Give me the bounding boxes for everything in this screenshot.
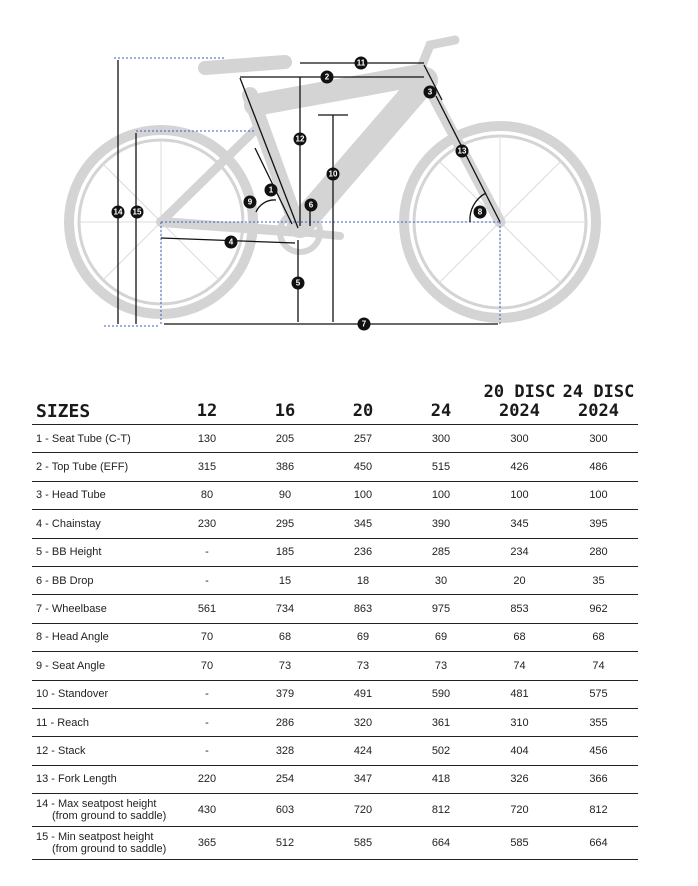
table-cell: 30 [402,566,480,594]
table-cell: 491 [324,680,402,708]
marker-5 [292,277,305,290]
table-row [32,510,638,538]
table-cell: 100 [480,481,559,509]
svg-text:9: 9 [247,197,253,207]
svg-text:14: 14 [113,207,123,217]
table-header-row [32,372,638,425]
svg-text:2: 2 [324,72,330,82]
size-column-year: 2024 [578,401,619,421]
row-label-text: 8 - Head Angle [36,631,109,644]
table-cell: 70 [168,623,246,651]
row-label [32,794,168,827]
table-cell: 73 [246,652,324,680]
row-label [32,538,168,566]
table-row [32,737,638,765]
row-label [32,425,168,453]
table-cell: 585 [480,827,559,860]
table-row [32,595,638,623]
handlebar-stem [420,40,455,70]
table-cell: 863 [324,595,402,623]
table-cell: 975 [402,595,480,623]
svg-text:1: 1 [268,185,274,195]
row-label [32,510,168,538]
size-column-label: 16 [274,401,296,421]
marker-12 [294,133,307,146]
table-cell: 280 [559,538,638,566]
table-cell: 962 [559,595,638,623]
svg-text:5: 5 [295,278,301,288]
marker-15 [131,206,144,219]
table-cell: - [168,538,246,566]
table-cell: 320 [324,708,402,736]
table-cell: 257 [324,425,402,453]
table-cell: 35 [559,566,638,594]
svg-text:6: 6 [308,200,314,210]
row-label [32,680,168,708]
table-cell: 404 [480,737,559,765]
size-column-header [168,372,246,425]
marker-10 [327,168,340,181]
row-label-text: 5 - BB Height [36,546,102,559]
table-cell: 254 [246,765,324,793]
svg-text:3: 3 [427,87,433,97]
row-label-text: 6 - BB Drop [36,574,94,587]
table-cell: 100 [324,481,402,509]
table-cell: 361 [402,708,480,736]
size-column-label: 12 [196,401,218,421]
table-cell: 100 [402,481,480,509]
table-cell: 285 [402,538,480,566]
bike-geometry-diagram [0,0,698,345]
marker-9 [244,196,257,209]
table-cell: - [168,708,246,736]
table-cell: 300 [559,425,638,453]
table-row [32,425,638,453]
table-cell: 603 [246,794,324,827]
size-column-header [246,372,324,425]
row-label-text: 10 - Standover [36,688,109,701]
svg-text:4: 4 [228,237,234,247]
table-cell: 73 [324,652,402,680]
svg-text:8: 8 [477,207,483,217]
table-cell: 220 [168,765,246,793]
table-cell: 205 [246,425,324,453]
row-label [32,566,168,594]
marker-7 [358,318,371,331]
table-cell: 561 [168,595,246,623]
table-cell: 590 [402,680,480,708]
table-cell: 68 [480,623,559,651]
table-cell: 74 [480,652,559,680]
svg-text:13: 13 [457,146,467,156]
table-cell: 100 [559,481,638,509]
table-cell: 664 [402,827,480,860]
table-cell: 74 [559,652,638,680]
table-cell: 345 [480,510,559,538]
row-label [32,623,168,651]
table-cell: 575 [559,680,638,708]
table-row [32,827,638,860]
size-column-header [559,372,638,425]
table-row [32,566,638,594]
table-cell: 73 [402,652,480,680]
row-label-subtext: (from ground to saddle) [52,810,167,823]
table-row [32,652,638,680]
size-column-year: 2024 [499,401,540,421]
table-cell: 515 [402,453,480,481]
size-column-header [480,372,559,425]
svg-text:15: 15 [132,207,142,217]
size-column-header [402,372,480,425]
fork-line [436,96,500,222]
svg-text:10: 10 [328,169,338,179]
table-cell: 185 [246,538,324,566]
row-label-text: 12 - Stack [36,744,86,757]
row-label-text: 13 - Fork Length [36,773,117,786]
table-cell: 15 [246,566,324,594]
marker-11 [355,57,368,70]
row-label-text: 4 - Chainstay [36,517,101,530]
marker-2 [321,71,334,84]
marker-13 [456,145,469,158]
table-cell: 130 [168,425,246,453]
table-cell: 426 [480,453,559,481]
table-cell: 68 [559,623,638,651]
row-label-text: 15 - Min seatpost height [36,831,154,844]
row-label [32,595,168,623]
row-label [32,708,168,736]
table-cell: 90 [246,481,324,509]
table-cell: 585 [324,827,402,860]
table-cell: - [168,566,246,594]
table-cell: 424 [324,737,402,765]
table-cell: 234 [480,538,559,566]
table-cell: 430 [168,794,246,827]
table-cell: 418 [402,765,480,793]
row-label [32,765,168,793]
table-row [32,623,638,651]
size-column-label: 20 DISC [483,382,556,402]
table-cell: 456 [559,737,638,765]
table-cell: 481 [480,680,559,708]
table-cell: 664 [559,827,638,860]
row-label-subtext: (from ground to saddle) [52,843,167,856]
table-cell: 295 [246,510,324,538]
table-cell: 853 [480,595,559,623]
sizes-header: SIZES [32,372,168,425]
table-cell: 502 [402,737,480,765]
marker-8 [474,206,487,219]
marker-1 [265,184,278,197]
table-row [32,453,638,481]
table-cell: 68 [246,623,324,651]
table-cell: 365 [168,827,246,860]
row-label-text: 2 - Top Tube (EFF) [36,461,129,474]
svg-text:7: 7 [361,319,367,329]
table-body [32,425,638,860]
table-cell: 395 [559,510,638,538]
marker-6 [305,199,318,212]
size-column-header [324,372,402,425]
row-label-text: 11 - Reach [36,716,89,729]
crank-arm [300,232,340,236]
table-cell: 236 [324,538,402,566]
table-row [32,794,638,827]
table-cell: 734 [246,595,324,623]
table-row [32,708,638,736]
table-row [32,538,638,566]
table-row [32,680,638,708]
table-cell: 328 [246,737,324,765]
table-cell: 355 [559,708,638,736]
table-cell: 69 [402,623,480,651]
table-cell: 18 [324,566,402,594]
size-column-label: 24 DISC [562,382,635,402]
svg-text:12: 12 [295,134,305,144]
table-cell: 379 [246,680,324,708]
table-cell: 230 [168,510,246,538]
geometry-table [32,372,638,860]
row-label-text: 3 - Head Tube [36,489,106,502]
table-cell: 345 [324,510,402,538]
row-label [32,453,168,481]
row-label-text: 9 - Seat Angle [36,659,106,672]
table-cell: 69 [324,623,402,651]
table-cell: 315 [168,453,246,481]
table-cell: 386 [246,453,324,481]
row-label [32,481,168,509]
table-cell: 812 [402,794,480,827]
table-cell: 80 [168,481,246,509]
row-label [32,827,168,860]
row-label-text: 14 - Max seatpost height [36,798,157,811]
row-label-text: 7 - Wheelbase [36,603,107,616]
saddle [205,62,285,68]
table-row [32,481,638,509]
table-cell: 347 [324,765,402,793]
marker-3 [424,86,437,99]
table-cell: 300 [480,425,559,453]
table-cell: 70 [168,652,246,680]
row-label [32,652,168,680]
marker-14 [112,206,125,219]
table-cell: 720 [324,794,402,827]
table-cell: 310 [480,708,559,736]
table-cell: 326 [480,765,559,793]
seat-angle-arc [256,200,276,212]
table-cell: 812 [559,794,638,827]
row-label [32,737,168,765]
table-cell: 450 [324,453,402,481]
svg-text:11: 11 [356,58,366,68]
table-cell: 486 [559,453,638,481]
table-cell: 512 [246,827,324,860]
marker-4 [225,236,238,249]
table-cell: 300 [402,425,480,453]
table-cell: 366 [559,765,638,793]
size-column-label: 20 [352,401,374,421]
table-cell: 286 [246,708,324,736]
table-cell: 390 [402,510,480,538]
table-cell: 20 [480,566,559,594]
table-cell: - [168,737,246,765]
table-cell: 720 [480,794,559,827]
size-column-label: 24 [430,401,452,421]
table-row [32,765,638,793]
row-label-text: 1 - Seat Tube (C-T) [36,432,131,445]
table-cell: - [168,680,246,708]
